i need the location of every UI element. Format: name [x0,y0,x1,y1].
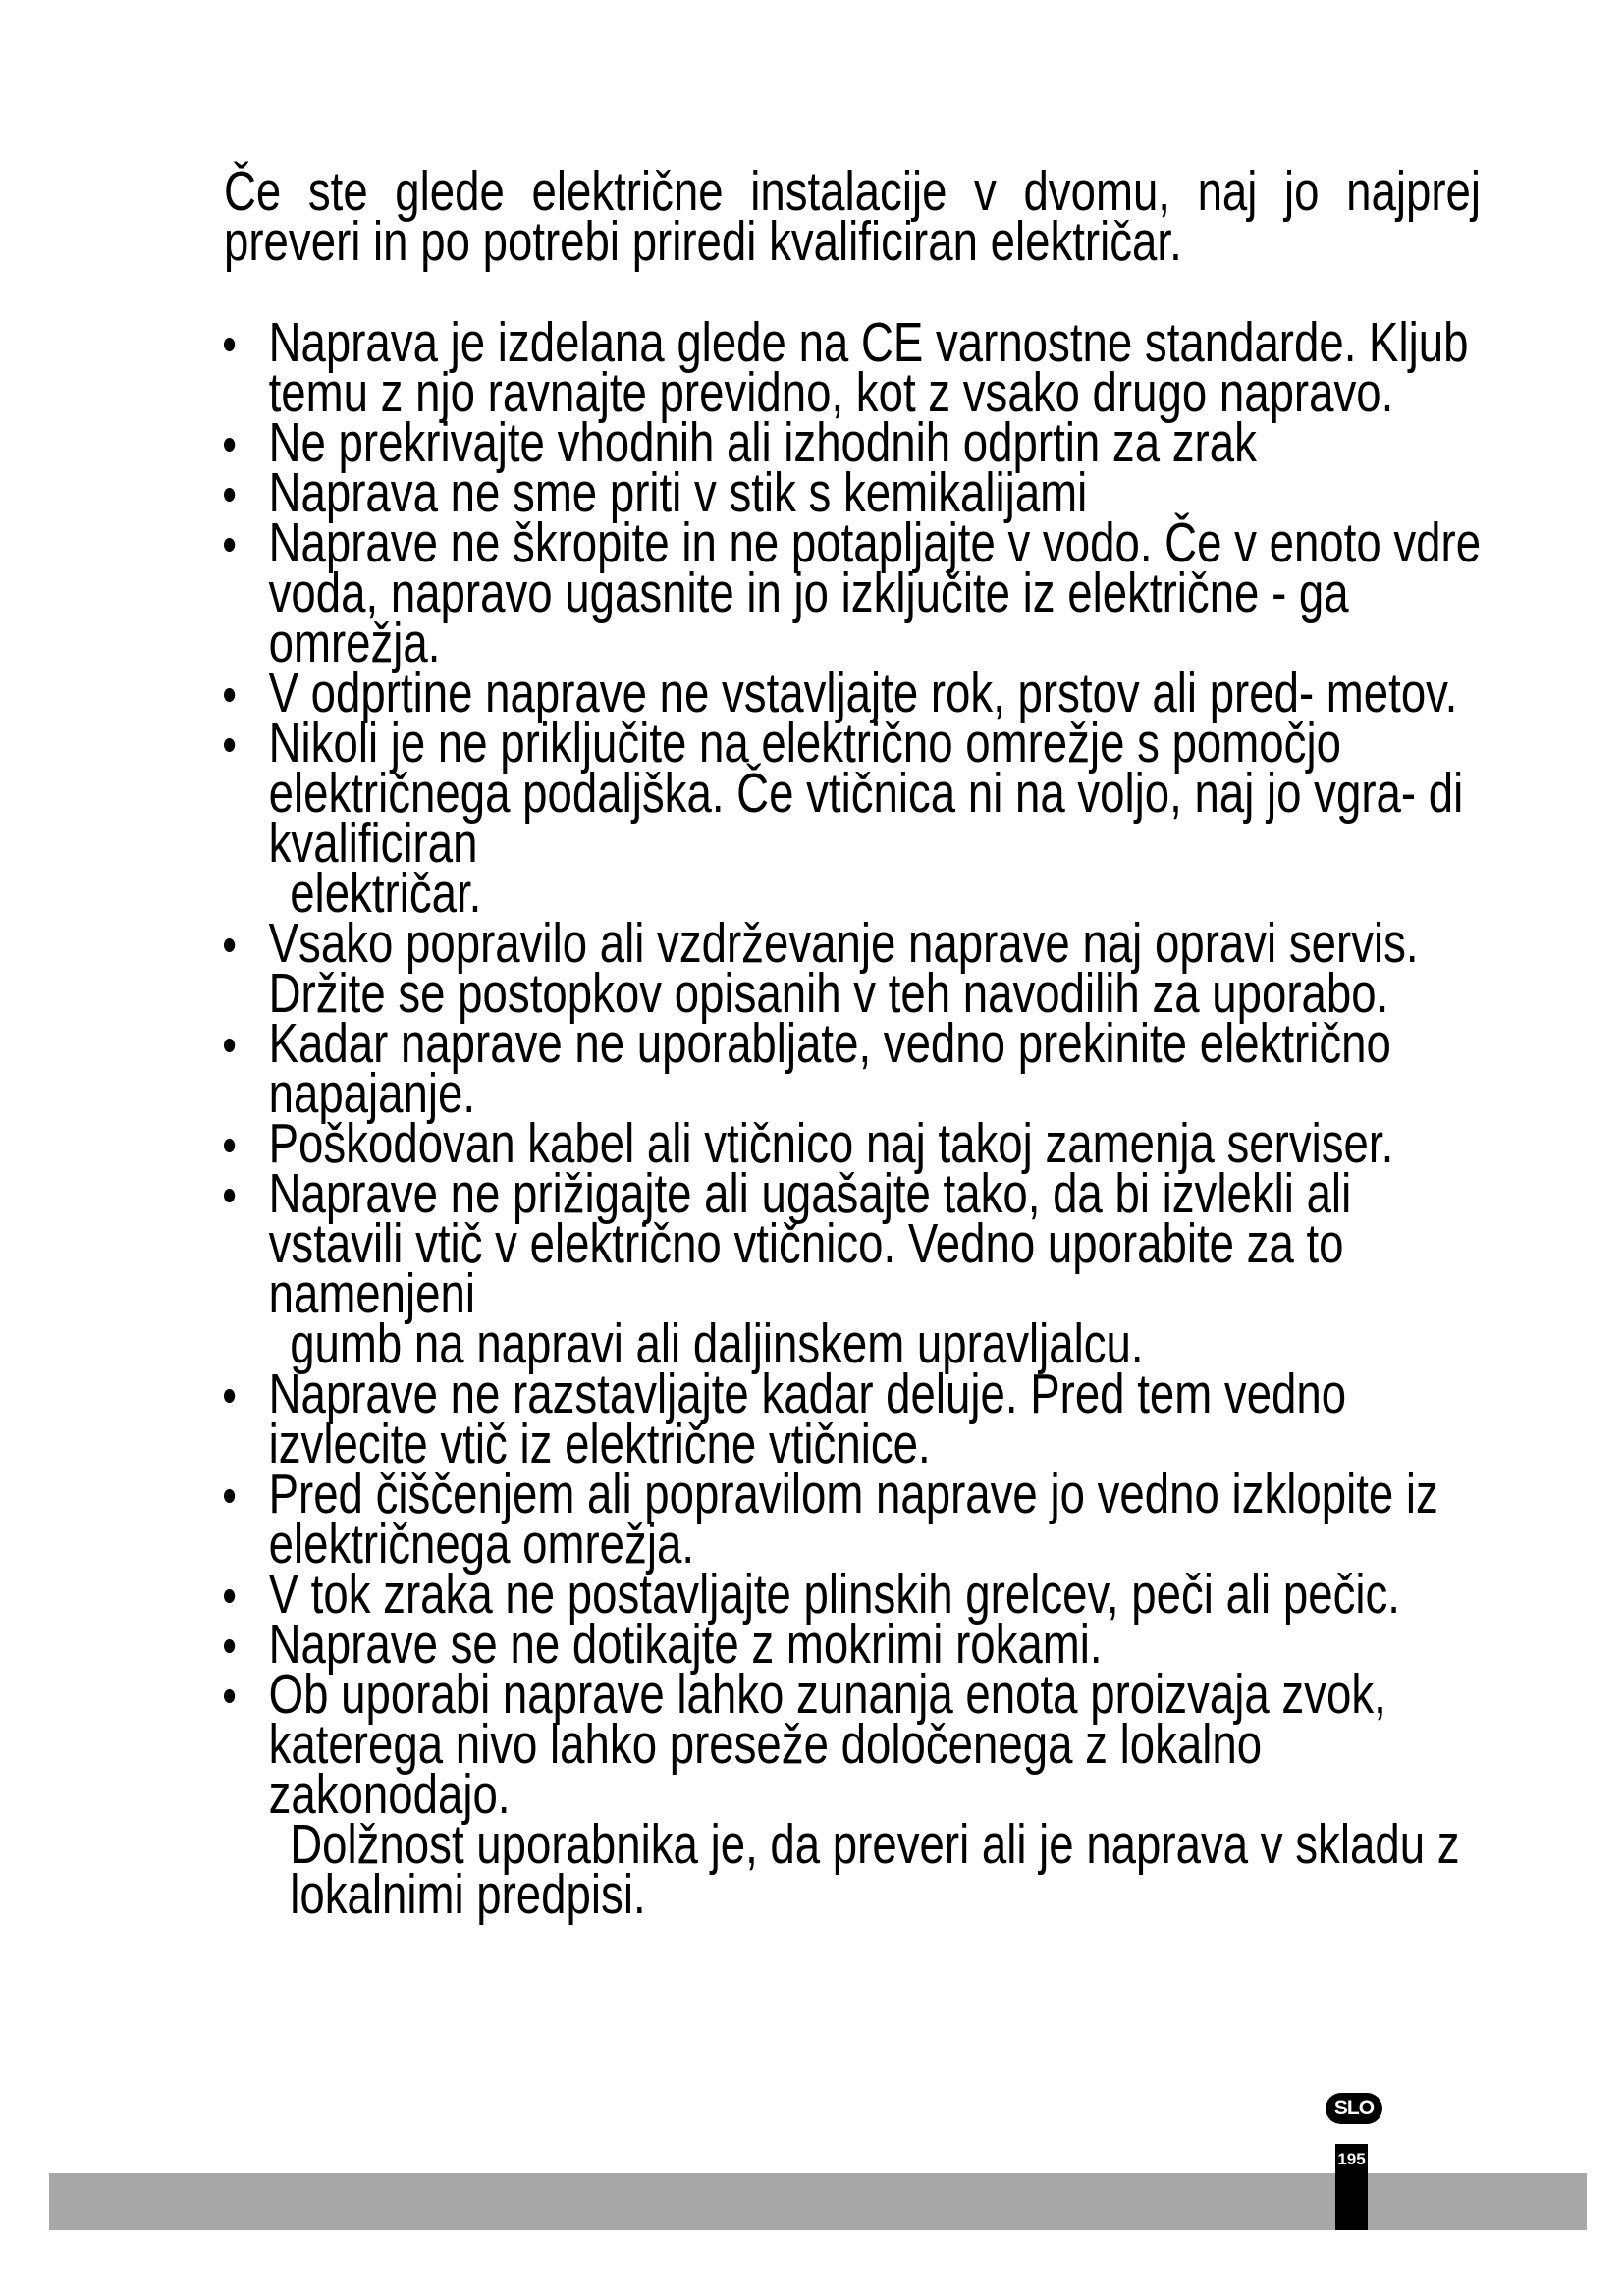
bullet-dot-icon [224,1189,235,1202]
bullet-dot-icon [224,1639,235,1653]
bullet-dot-icon [224,488,235,502]
page-number-tab [1335,2144,1368,2230]
bullet-dot-icon [224,438,235,452]
bullet-dot-icon [224,1389,235,1403]
safety-bullet-list [224,311,1500,1926]
safety-text-block [224,160,1482,1926]
bullet-dot-icon [224,938,235,952]
bullet-item [224,912,1483,1025]
bullet-text: Pred čiščenjem ali popravilom naprave jo vedno izklopite iz električnega omrežja. [268,1463,1438,1575]
bullet-dot-icon [224,1489,235,1503]
bullet-continuation-text: Dolžnost uporabnika je, da preveri ali je naprava v skladu z lokalnimi predpisi. [290,1813,1460,1926]
bullet-dot-icon [224,338,235,351]
bullet-item [224,1012,1483,1125]
bullet-dot-icon [224,1689,235,1703]
bullet-text: Ne prekrivajte vhodnih ali izhodnih odprtin za zrak [268,411,1257,474]
bullet-text: Ob uporabi naprave lahko zunanja enota proizvaja zvok, katerega nivo lahko preseže določenega z lokalno zakonodajo. [268,1663,1386,1826]
bullet-dot-icon [224,1589,235,1603]
safety-text-inner [224,160,1500,1926]
bullet-text: V tok zraka ne postavljajte plinskih grelcev, peči ali pečic. [268,1563,1400,1626]
bullet-text: Nikoli je ne priključite na električno omrežje s pomočjo električnega podaljška. Če vtičnica ni na voljo, naj jo vgra- di kvalificiran [268,712,1464,875]
bullet-item [224,1162,1483,1375]
bullet-text: Naprave ne škropite in ne potapljajte v vodo. Če v enoto vdre voda, napravo ugasnite in jo izključite iz električne - ga omrežja. [268,511,1482,674]
bullet-item [224,311,1483,424]
bullet-text: Naprave se ne dotikajte z mokrimi rokami. [268,1613,1103,1676]
bullet-continuation-text: električar. [290,862,482,925]
bullet-text: Naprava je izdelana glede na CE varnostne standarde. Kljub temu z njo ravnajte previdno, kot z vsako drugo napravo. [268,311,1469,424]
bullet-text: Poškodovan kabel ali vtičnico naj takoj zamenja serviser. [268,1112,1394,1175]
bullet-dot-icon [224,1039,235,1052]
bullet-item [224,1663,1483,1926]
bullet-continuation-text: gumb na napravi ali daljinskem upravljalcu. [290,1312,1144,1375]
page-number: 195 [1337,2150,1366,2168]
bullet-dot-icon [224,688,235,702]
bullet-item [224,511,1483,674]
bullet-text: Naprave ne razstavljajte kadar deluje. Pred tem vedno izvlecite vtič iz električne vtičnice. [268,1362,1347,1475]
bullet-text: Naprava ne sme priti v stik s kemikalijami [268,461,1088,524]
language-badge: SLO [1326,2093,1382,2124]
bullet-text: Naprave ne prižigajte ali ugašajte tako, da bi izvlekli ali vstavili vtič v električno vtičnico. Vedno uporabite za to namenjeni [268,1162,1352,1325]
bullet-text: Kadar naprave ne uporabljate, vedno prekinite električno napajanje. [268,1012,1391,1125]
bullet-dot-icon [224,738,235,752]
bullet-item [224,712,1483,925]
bullet-dot-icon [224,538,235,552]
bullet-item [224,1463,1483,1575]
bullet-item [224,1362,1483,1475]
bullet-text: V odprtine naprave ne vstavljajte rok, prstov ali pred- metov. [268,662,1458,724]
bullet-text: Vsako popravilo ali vzdrževanje naprave naj opravi servis. Držite se postopkov opisanih v teh navodilih za uporabo. [268,912,1419,1025]
bullet-dot-icon [224,1139,235,1152]
intro-paragraph: Če ste glede električne instalacije v dvomu, naj jo najprej preveri in po potrebi priredi kvalificiran električar. [224,160,1481,273]
